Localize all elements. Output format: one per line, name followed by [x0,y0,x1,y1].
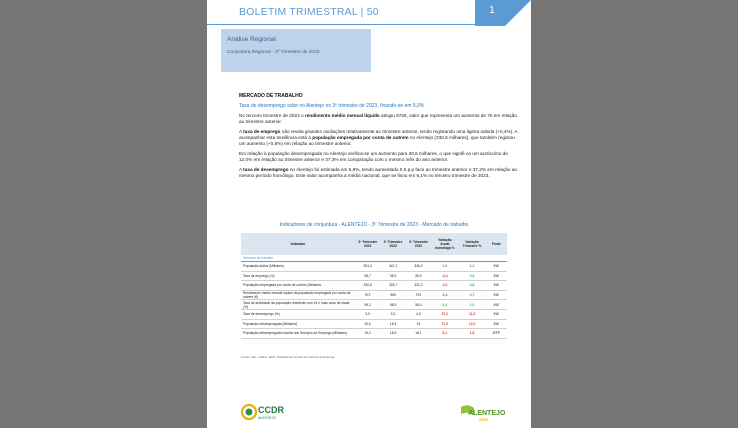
annual-variation-cell: 1,4 [431,300,458,310]
source-cell: INE [486,271,507,281]
q3-2022-cell: 18,1 [406,329,431,339]
paragraph-2: A taxa de emprego não revela grandes oscilações relativamente ao trimestre anterior, tendo registando uma ligeira subida (+0,4%). A acompanhar esta tendência está a população empregada por conta de outrem no Alentejo (330,6 milhares), que também registou um aumento (+0,6%) em relação ao trimestre anterior. [239,129,518,146]
q3-2022-cell: 55,9 [406,271,431,281]
indicator-cell: Rendimento médio mensal líquido da população empregada por conta de outrem (€) [241,290,355,300]
q2-2023-cell: 55,5 [380,271,405,281]
q3-2023-cell: 330,6 [355,281,380,291]
source-cell: INE [486,300,507,310]
annual-variation-cell: -0,2 [431,281,458,291]
table-row [241,329,507,339]
header-q2-2023: 2º Trimestre 2023 [380,233,405,255]
indicator-cell: Taxa de actividade da população residente com 15 e mais anos de idade (%) [241,300,355,310]
q2-2023-cell: 965 [380,290,405,300]
paragraph-4: A taxa de desemprego no Alentejo foi estimada em 5,9%, tendo aumentado 0,6 p.p face ao trimestre anterior e 37,2% em relação ao mesmo período homólogo. Este valor acompanha a média nacional, que se fixou em 6,1% no terceiro trimestre de 2023. [239,167,518,178]
indicator-cell: População desempregada (Milhares) [241,319,355,329]
alentejo-2020-logo [460,403,512,423]
q3-2023-cell: 19,2 [355,329,380,339]
quarter-variation-cell: 0,4 [458,271,485,281]
q3-2023-cell: 55,7 [355,271,380,281]
table-row [241,290,507,300]
table-row [241,309,507,319]
source-cell: INE [486,262,507,272]
annual-variation-cell: 1,5 [431,262,458,272]
indicator-cell: População Activa (Milhares) [241,262,355,272]
source-cell: INE [486,281,507,291]
q3-2022-cell: 58,4 [406,300,431,310]
indicator-cell: População desempregada inscrita nos Serviços de Emprego (Milhares) [241,329,355,339]
quarter-variation-cell: 11,3 [458,309,485,319]
region-box [221,29,371,72]
title-rule [207,24,487,25]
article-content [239,93,521,183]
page-number: 1 [489,5,495,16]
indicators-table [241,233,507,339]
q2-2023-cell: 328,7 [380,281,405,291]
q3-2022-cell: 974 [406,290,431,300]
q3-2022-cell: 346,2 [406,262,431,272]
group-label: Mercado de trabalho [241,255,507,262]
indicator-cell: População empregada por conta de outrem (Milhares [241,281,355,291]
source-cell: IEFP [486,329,507,339]
q3-2022-cell: 331,2 [406,281,431,291]
q3-2023-cell: 972 [355,290,380,300]
annual-variation-cell: -0,4 [431,271,458,281]
quarter-variation-cell: 1,6 [458,329,485,339]
source-cell: INE [486,309,507,319]
table-title: Indicadores de conjuntura - ALENTEJO - 3º Trimestre de 2023 - Mercado de trabalho [279,222,469,228]
source-cell: INE [486,290,507,300]
annual-variation-cell: -0,2 [431,290,458,300]
table-row [241,281,507,291]
indicator-cell: Taxa de desemprego (%) [241,309,355,319]
quarter-variation-cell: 0,7 [458,290,485,300]
table-row [241,271,507,281]
header-quarter-variation: Variação Trimestre % [458,233,485,255]
logo-right-text: ALENTEJO [468,410,506,417]
annual-variation-cell: 37,2 [431,309,458,319]
ccdr-alentejo-logo [241,402,301,422]
header-annual-variation: Variação Anual homóloga % [431,233,458,255]
q2-2023-cell: 347,1 [380,262,405,272]
quarter-variation-cell: 1,2 [458,262,485,272]
q3-2022-cell: 4,3 [406,309,431,319]
q2-2023-cell: 18,9 [380,329,405,339]
table-row [241,300,507,310]
table-row [241,319,507,329]
bulletin-title: BOLETIM TRIMESTRAL | 50 [239,6,379,18]
logo-left-sub: ALENTEJO [258,416,277,420]
table-header-row [241,233,507,255]
header-q3-2022: 3º Trimestre 2022 [406,233,431,255]
q3-2023-cell: 351,3 [355,262,380,272]
table-row [241,262,507,272]
header-source: Fonte [486,233,507,255]
logo-left-text: CCDR [258,405,284,415]
q3-2023-cell: 59,2 [355,300,380,310]
q3-2023-cell: 5,9 [355,309,380,319]
q3-2023-cell: 20,6 [355,319,380,329]
source-note: Fontes: INE - Infoline; IEFP - Estatísticas mensais dos Centros de Emprego [241,355,335,359]
logo-right-sub: 2020 [479,417,488,422]
document-page [207,0,531,428]
indicator-cell: Taxa de emprego (%) [241,271,355,281]
annual-variation-cell: 37,3 [431,319,458,329]
q2-2023-cell: 58,5 [380,300,405,310]
header-indicator: Indicador [241,233,355,255]
annual-variation-cell: 6,1 [431,329,458,339]
q2-2023-cell: 18,4 [380,319,405,329]
region-title: Análise Regional [227,36,276,43]
quarter-variation-cell: 0,6 [458,281,485,291]
quarter-variation-cell: 12,0 [458,319,485,329]
source-cell: INE [486,319,507,329]
section-heading: MERCADO DE TRABALHO [239,93,303,99]
region-subtitle: Conjuntura Regional - 3º Trimestre de 2023 [227,50,320,55]
page-number-tab [475,0,531,26]
q2-2023-cell: 5,3 [380,309,405,319]
paragraph-1: No terceiro trimestre de 2023 o rendimento médio mensal líquido atingiu 972€, valor que representa um aumento de 7€ em relação ao trimestre anterior. [239,113,517,124]
header-q3-2023: 3º Trimestre 2023 [355,233,380,255]
section-subtitle: Taxa de desemprego sobe no Alentejo no 3º trimestre de 2023, fixando-se em 5,9% [239,103,425,109]
q3-2022-cell: 15 [406,319,431,329]
paragraph-3: Em relação à população desempregada no Alentejo verifica-se um aumento para 20,6 milhares, o que signifi-ca um acréscimo de 12,0% em relação ao trimestre anterior e 37,3% em comparação com o mesmo mês do ano anterior. [239,151,508,162]
quarter-variation-cell: 1,2 [458,300,485,310]
